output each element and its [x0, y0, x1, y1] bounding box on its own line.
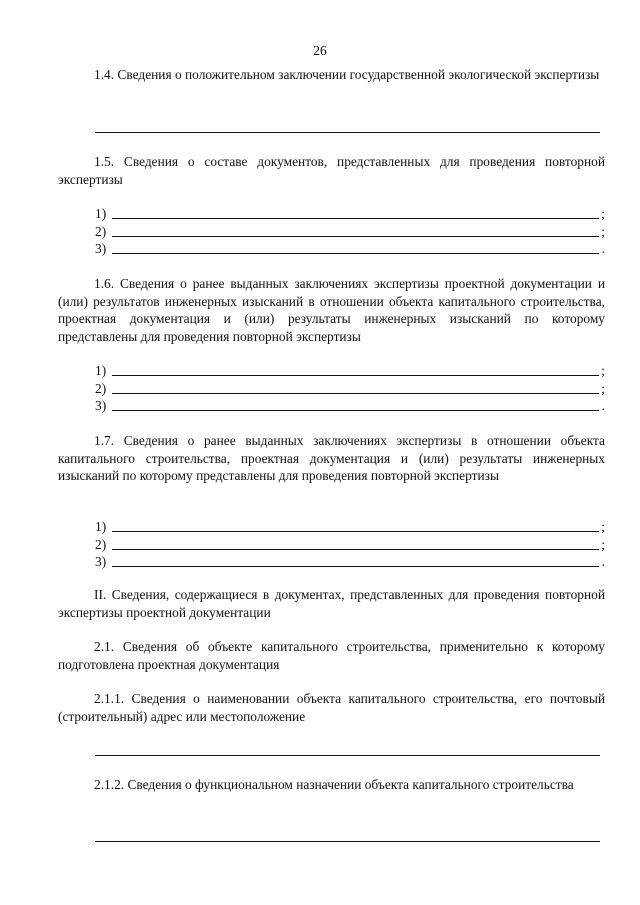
list-item-fill-line[interactable] — [112, 375, 599, 376]
list-item-number: 3) — [95, 241, 107, 256]
list-item[interactable] — [95, 518, 607, 536]
list-item-end-mark: ; — [601, 363, 605, 378]
page-number: 26 — [313, 43, 327, 58]
list-item-fill-line[interactable] — [112, 531, 599, 532]
list-item[interactable] — [95, 205, 607, 223]
list-item-fill-line[interactable] — [112, 253, 599, 254]
list-item-end-mark: ; — [601, 380, 605, 396]
list-item[interactable] — [95, 223, 607, 241]
list-item-end-mark: ; — [601, 536, 605, 552]
list-item-fill-line[interactable] — [112, 236, 599, 237]
list-item-number: 2) — [95, 223, 107, 239]
list-item-end-mark: ; — [601, 206, 605, 221]
section-1-5-list — [95, 205, 607, 258]
section-1-6-heading: 1.6. Сведения о ранее выданных заключениях экспертизы проектной документации и (или) результатов инженерных изысканий в отношении объекта капитального строительства, проектная документация и (или) результаты инженерных изысканий по которому представлены для проведения повторной экспертизы — [58, 276, 605, 344]
list-item-number: 1) — [95, 363, 107, 378]
list-item-fill-line[interactable] — [112, 218, 599, 219]
list-item-number: 3) — [95, 554, 107, 569]
list-item-number: 1) — [95, 206, 107, 221]
list-item-end-mark: ; — [601, 223, 605, 239]
list-item-end-mark: . — [601, 554, 605, 569]
section-2-1-heading: 2.1. Сведения об объекте капитального строительства, применительно к которому подготовлена проектная документация — [58, 639, 605, 672]
section-2-1-1-fill-line[interactable] — [95, 755, 600, 756]
section-1-4-heading: 1.4. Сведения о положительном заключении государственной экологической экспертизы — [94, 67, 600, 82]
list-item-number: 2) — [95, 380, 107, 396]
section-1-4-fill-line[interactable] — [95, 132, 600, 133]
section-ii-heading: II. Сведения, содержащиеся в документах, представленных для проведения повторной экспертизы проектной документации — [58, 587, 605, 620]
list-item-end-mark: . — [601, 398, 605, 413]
list-item-fill-line[interactable] — [112, 549, 599, 550]
list-item[interactable] — [95, 240, 607, 258]
list-item[interactable] — [95, 380, 607, 398]
section-1-6-list — [95, 362, 607, 415]
section-1-5-heading: 1.5. Сведения о составе документов, представленных для проведения повторной экспертизы — [58, 154, 605, 187]
section-1-7-heading: 1.7. Сведения о ранее выданных заключениях экспертизы в отношении объекта капитального строительства, проектная документация и (или) результаты инженерных изысканий по которому представлены для проведения повторной экспертизы — [58, 433, 605, 483]
list-item-end-mark: ; — [601, 519, 605, 534]
list-item[interactable] — [95, 397, 607, 415]
list-item-number: 3) — [95, 398, 107, 413]
section-2-1-2-heading: 2.1.2. Сведения о функциональном назначении объекта капитального строительства — [94, 777, 574, 792]
list-item[interactable] — [95, 362, 607, 380]
list-item-end-mark: . — [601, 241, 605, 256]
list-item[interactable] — [95, 553, 607, 571]
list-item-fill-line[interactable] — [112, 566, 599, 567]
section-2-1-1-heading: 2.1.1. Сведения о наименовании объекта капитального строительства, его почтовый (строительный) адрес или местоположение — [58, 691, 605, 724]
section-2-1-2-fill-line[interactable] — [95, 841, 600, 842]
list-item-fill-line[interactable] — [112, 410, 599, 411]
list-item-fill-line[interactable] — [112, 393, 599, 394]
section-1-7-list — [95, 518, 607, 571]
list-item-number: 1) — [95, 519, 107, 534]
list-item-number: 2) — [95, 536, 107, 552]
list-item[interactable] — [95, 536, 607, 554]
